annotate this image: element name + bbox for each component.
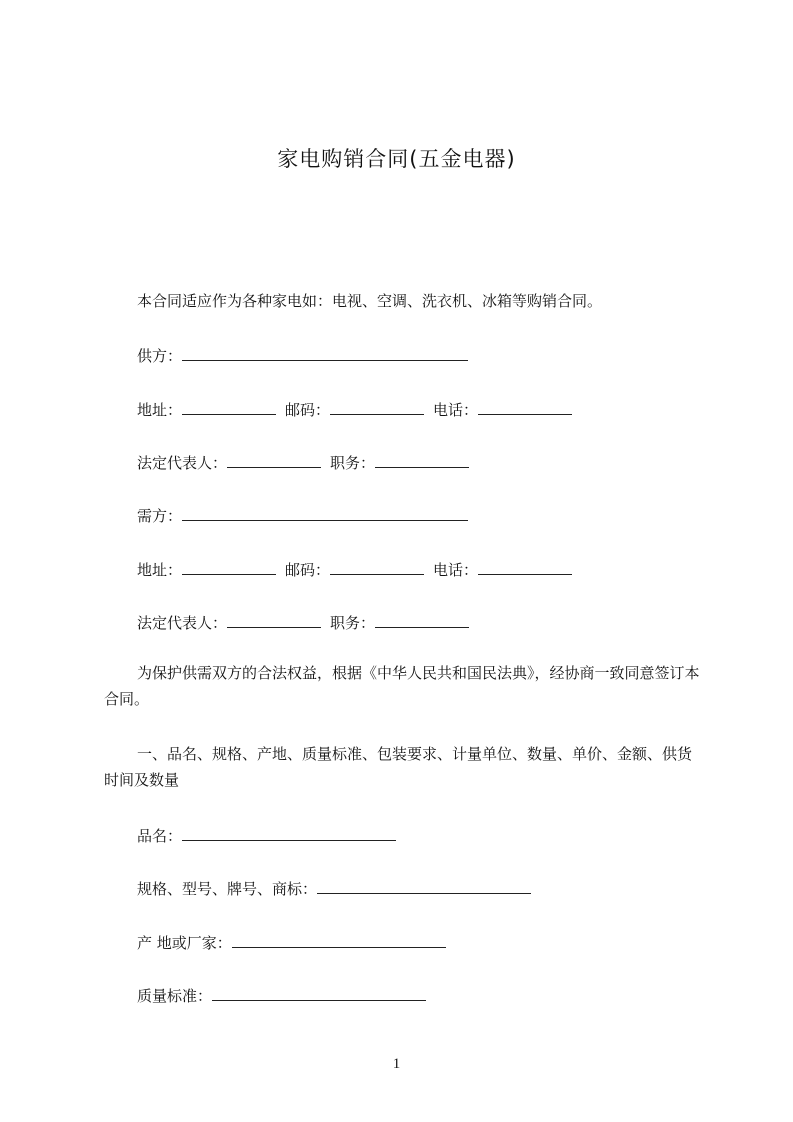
buyer-postcode-blank[interactable]: [330, 557, 424, 575]
product-name-blank[interactable]: [182, 823, 396, 841]
supplier-rep-blank[interactable]: [227, 450, 321, 468]
section1-heading: 一、品名、规格、产地、质量标准、包装要求、计量单位、数量、单价、金额、供货时间及数量: [104, 745, 693, 789]
supplier-rep-label: 法定代表人：: [137, 454, 228, 472]
spec-row: [137, 876, 531, 900]
buyer-rep-label: 法定代表人：: [137, 614, 228, 632]
product-name-label: 品名：: [137, 827, 183, 845]
supplier-blank[interactable]: [182, 343, 468, 361]
buyer-phone-label: 电话：: [433, 561, 479, 579]
spec-label: 规格、型号、牌号、商标：: [137, 880, 318, 898]
buyer-blank[interactable]: [182, 503, 468, 521]
buyer-title-blank[interactable]: [375, 610, 469, 628]
origin-row: [137, 930, 446, 954]
buyer-phone-blank[interactable]: [478, 557, 572, 575]
origin-label: 产 地或厂家：: [137, 934, 232, 952]
supplier-contact-row: [137, 397, 572, 421]
supplier-phone-blank[interactable]: [478, 397, 572, 415]
buyer-address-blank[interactable]: [182, 557, 276, 575]
buyer-address-label: 地址：: [137, 561, 183, 579]
supplier-phone-label: 电话：: [433, 401, 479, 419]
supplier-postcode-label: 邮码：: [285, 401, 331, 419]
buyer-rep-blank[interactable]: [227, 610, 321, 628]
preamble-paragraph: 为保护供需双方的合法权益，根据《中华人民共和国民法典》，经协商一致同意签订本合同。: [104, 664, 700, 708]
buyer-title-label: 职务：: [330, 614, 376, 632]
quality-blank[interactable]: [212, 983, 426, 1001]
supplier-row: [137, 343, 468, 367]
intro-text: 本合同适应作为各种家电如：电视、空调、洗衣机、冰箱等购销合同。: [137, 292, 603, 310]
supplier-title-blank[interactable]: [375, 450, 469, 468]
buyer-rep-row: [137, 610, 469, 634]
quality-row: [137, 983, 426, 1007]
product-name-row: [137, 823, 396, 847]
supplier-label: 供方：: [137, 347, 183, 365]
buyer-contact-row: [137, 557, 572, 581]
spec-blank[interactable]: [317, 876, 531, 894]
supplier-address-label: 地址：: [137, 401, 183, 419]
document-title: 家电购销合同(五金电器): [277, 147, 516, 171]
supplier-postcode-blank[interactable]: [330, 397, 424, 415]
buyer-postcode-label: 邮码：: [285, 561, 331, 579]
origin-blank[interactable]: [232, 930, 446, 948]
supplier-rep-row: [137, 450, 469, 474]
buyer-label: 需方：: [137, 507, 183, 525]
buyer-row: [137, 503, 468, 527]
quality-label: 质量标准：: [137, 987, 213, 1005]
supplier-address-blank[interactable]: [182, 397, 276, 415]
page-number: 1: [392, 1056, 401, 1072]
supplier-title-label: 职务：: [330, 454, 376, 472]
